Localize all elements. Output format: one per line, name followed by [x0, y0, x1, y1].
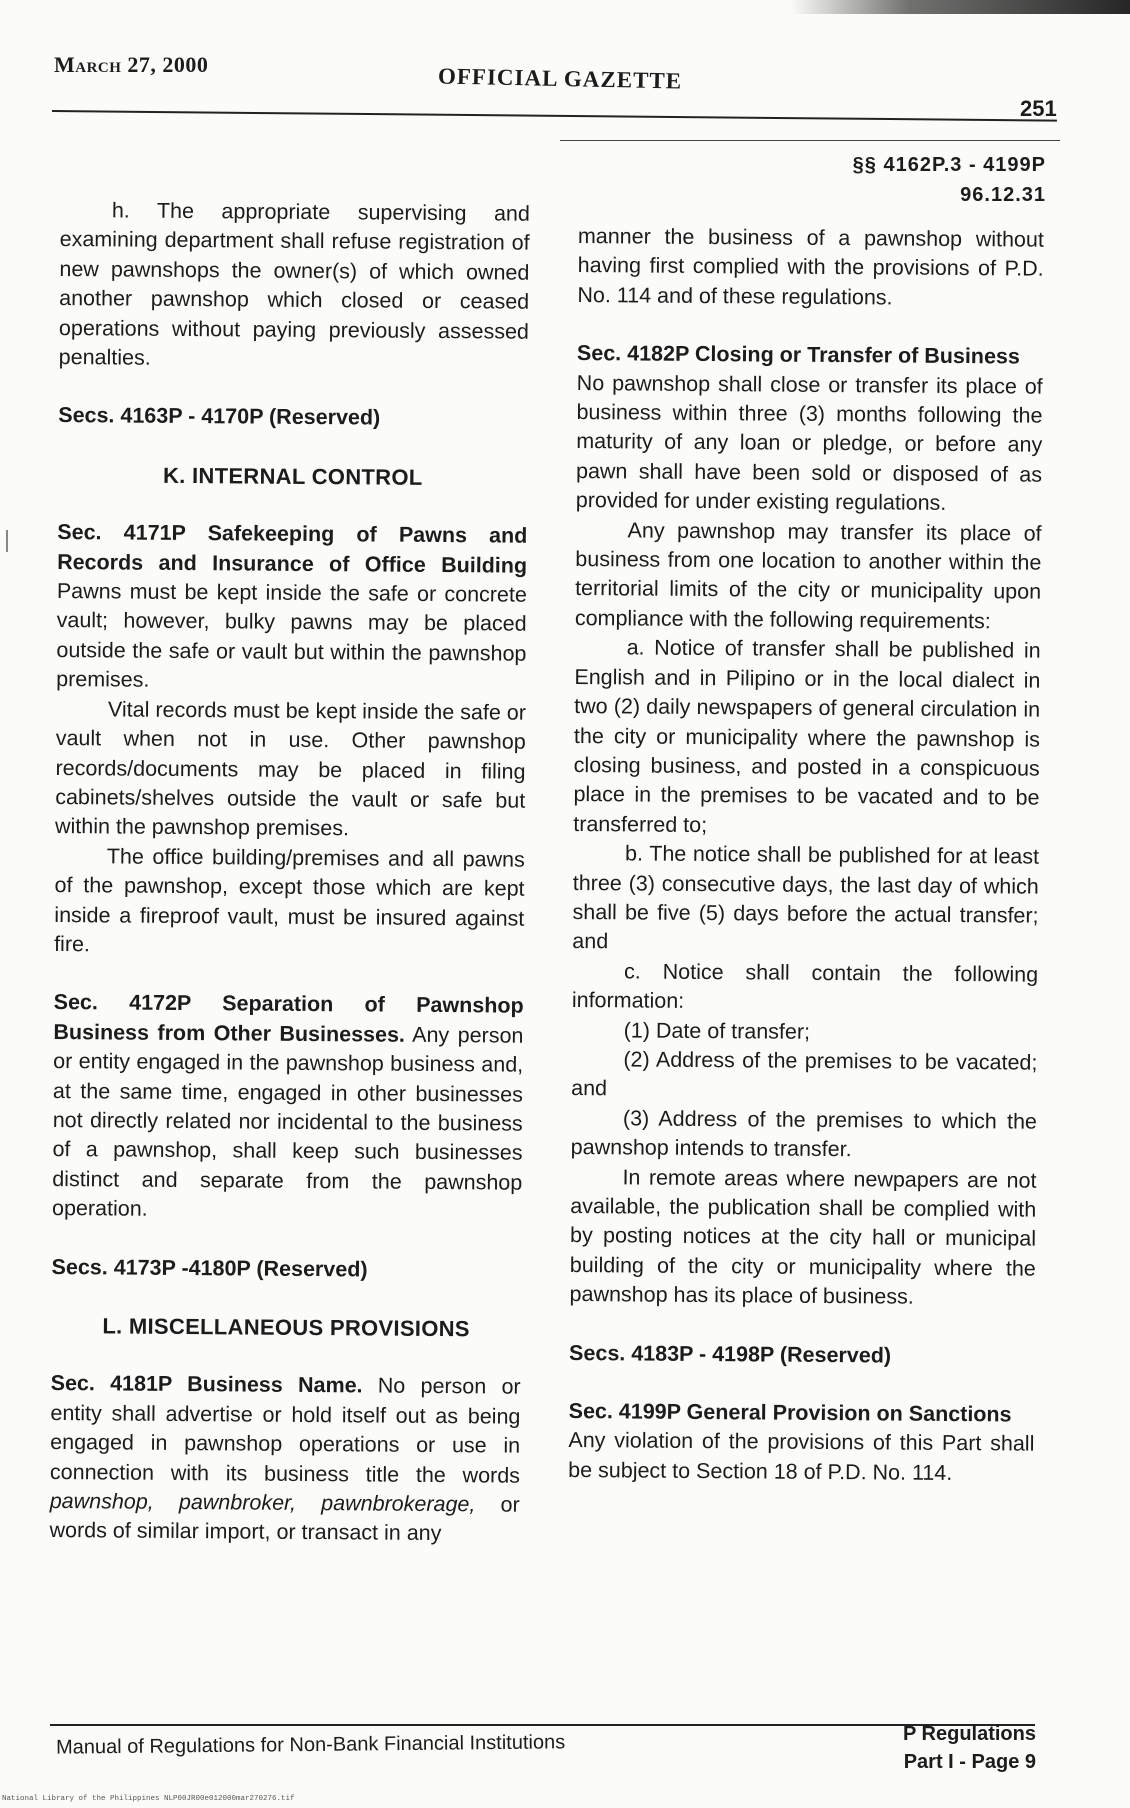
right-column	[568, 222, 1044, 1489]
requirement-c: c. Notice shall contain the following information:	[571, 959, 1039, 1014]
scan-file-caption: National Library of the Philippines NLP00JR00e012000mar270276.tif	[2, 1795, 295, 1803]
requirement-a: a. Notice of transfer shall be published in English and in Pilipino or in the local dialect in two (2) daily newspapers of general circulation in the city or municipality where the pawnshop is closing business, and posted in a conspicuous place in the premises to be vacated and to be transferred to;	[573, 635, 1041, 837]
left-column	[49, 196, 530, 1549]
sec-4181-title: Sec. 4181P Business Name.	[50, 1371, 363, 1398]
remote-areas-paragraph: In remote areas where newpapers are not available, the publication shall be complied with by posting notices at the city hall or municipal building of the city or municipality where the pawnshop has its place of business.	[569, 1164, 1037, 1309]
section-ref-rule	[560, 140, 1060, 141]
sec-4172-body: Any person or entity engaged in the pawnshop business and, at the same time, engaged in other businesses not directly related nor incidental to the business of a pawnshop, shall keep such businesses distinct and separate from the pawnshop operation.	[51, 1022, 524, 1221]
info-item-1: (1) Date of transfer;	[623, 1017, 811, 1044]
heading-miscellaneous: L. MISCELLANEOUS PROVISIONS	[102, 1313, 470, 1342]
header-date: March 27, 2000	[54, 52, 209, 77]
section-range: §§ 4162P.3 - 4199P	[852, 154, 1046, 176]
sec-4172-block	[52, 988, 524, 1227]
sec-4171-body-1: Pawns must be kept inside the safe or concrete vault; however, bulky pawns may be placed outside the safe or vault but within the pawnshop premises.	[56, 579, 527, 692]
header-title: OFFICIAL GAZETTE	[437, 63, 683, 94]
heading-internal-control: K. INTERNAL CONTROL	[162, 462, 423, 490]
sec-4182-body-1: No pawnshop shall close or transfer its place of business within three (3) months following the maturity of any loan or pledge, or before any pawn shall have been sold or disposed of as provided for under existing regulations.	[575, 370, 1043, 516]
footer-manual-title: Manual of Regulations for Non-Bank Financial Institutions	[55, 1731, 566, 1759]
requirement-b: b. The notice shall be published for at least three (3) consecutive days, the last day of which shall be five (5) days before the actual transfer; and	[572, 841, 1040, 954]
section-reference	[853, 150, 1046, 210]
sec-4199-body: Any violation of the provisions of this Part shall be subject to Section 18 of P.D. No. 114.	[568, 1428, 1035, 1485]
sec-4171-block	[56, 518, 527, 698]
continuation-paragraph: manner the business of a pawnshop without having first complied with the provisions of P.D. No. 114 and of these regulations.	[577, 223, 1044, 310]
paragraph-h: h. The appropriate supervising and examining department shall refuse registration of new pawnshops the owner(s) of which owned another pawnshop which closed or ceased operations without paying previously assessed penalties.	[58, 198, 530, 370]
footer-rule	[50, 1724, 1035, 1726]
header-rule	[52, 110, 1057, 122]
reserved-4163-4170: Secs. 4163P - 4170P (Reserved)	[58, 403, 381, 430]
footer-regulation-ref	[903, 1720, 1036, 1776]
footer-page-label: Part I - Page 9	[903, 1751, 1036, 1773]
sec-4181-body-a: No person or entity shall advertise or hold itself out as being engaged in pawnshop operations or use in connection with its business title the words	[49, 1373, 521, 1488]
info-item-2: (2) Address of the premises to be vacated; and	[571, 1047, 1038, 1101]
sec-4181-body-b: or words of similar import, or transact in any	[49, 1492, 520, 1546]
footer-part-label: P Regulations	[903, 1723, 1036, 1745]
sec-4171-body-3: The office building/premises and all pawns of the pawnshop, except those which are kept inside a fireproof vault, must be insured against fire.	[54, 844, 525, 957]
sec-4182-title: Sec. 4182P Closing or Transfer of Business	[576, 341, 1020, 369]
sec-4182-body-2: Any pawnshop may transfer its place of business from one location to another within the territorial limits of the city or municipality upon compliance with the following requirements:	[574, 518, 1042, 634]
reserved-4173-4180: Secs. 4173P -4180P (Reserved)	[51, 1254, 368, 1282]
sec-4171-title: Sec. 4171P Safekeeping of Pawns and Records and Insurance of Office Building	[57, 520, 528, 578]
page-number: 251	[1020, 96, 1057, 121]
sec-4172-title: Sec. 4172P Separation of Pawnshop Business from Other Businesses.	[53, 990, 524, 1047]
sec-4171-body-2: Vital records must be kept inside the safe or vault when not in use. Other pawnshop records/documents may be placed in filing cabinets/shelves outside the vault or safe but within the pawnshop premises.	[54, 697, 527, 841]
sec-4181-block	[49, 1369, 520, 1549]
section-date: 96.12.31	[960, 184, 1046, 206]
info-item-3: (3) Address of the premises to which the pawnshop intends to transfer.	[570, 1106, 1038, 1162]
reserved-4183-4198: Secs. 4183P - 4198P (Reserved)	[569, 1340, 892, 1368]
sec-4199-title: Sec. 4199P General Provision on Sanctions	[568, 1398, 1012, 1427]
sec-4181-words: pawnshop, pawnbroker, pawnbrokerage,	[49, 1488, 476, 1517]
scan-margin-mark	[6, 530, 8, 552]
scan-edge-artifact	[790, 0, 1130, 14]
